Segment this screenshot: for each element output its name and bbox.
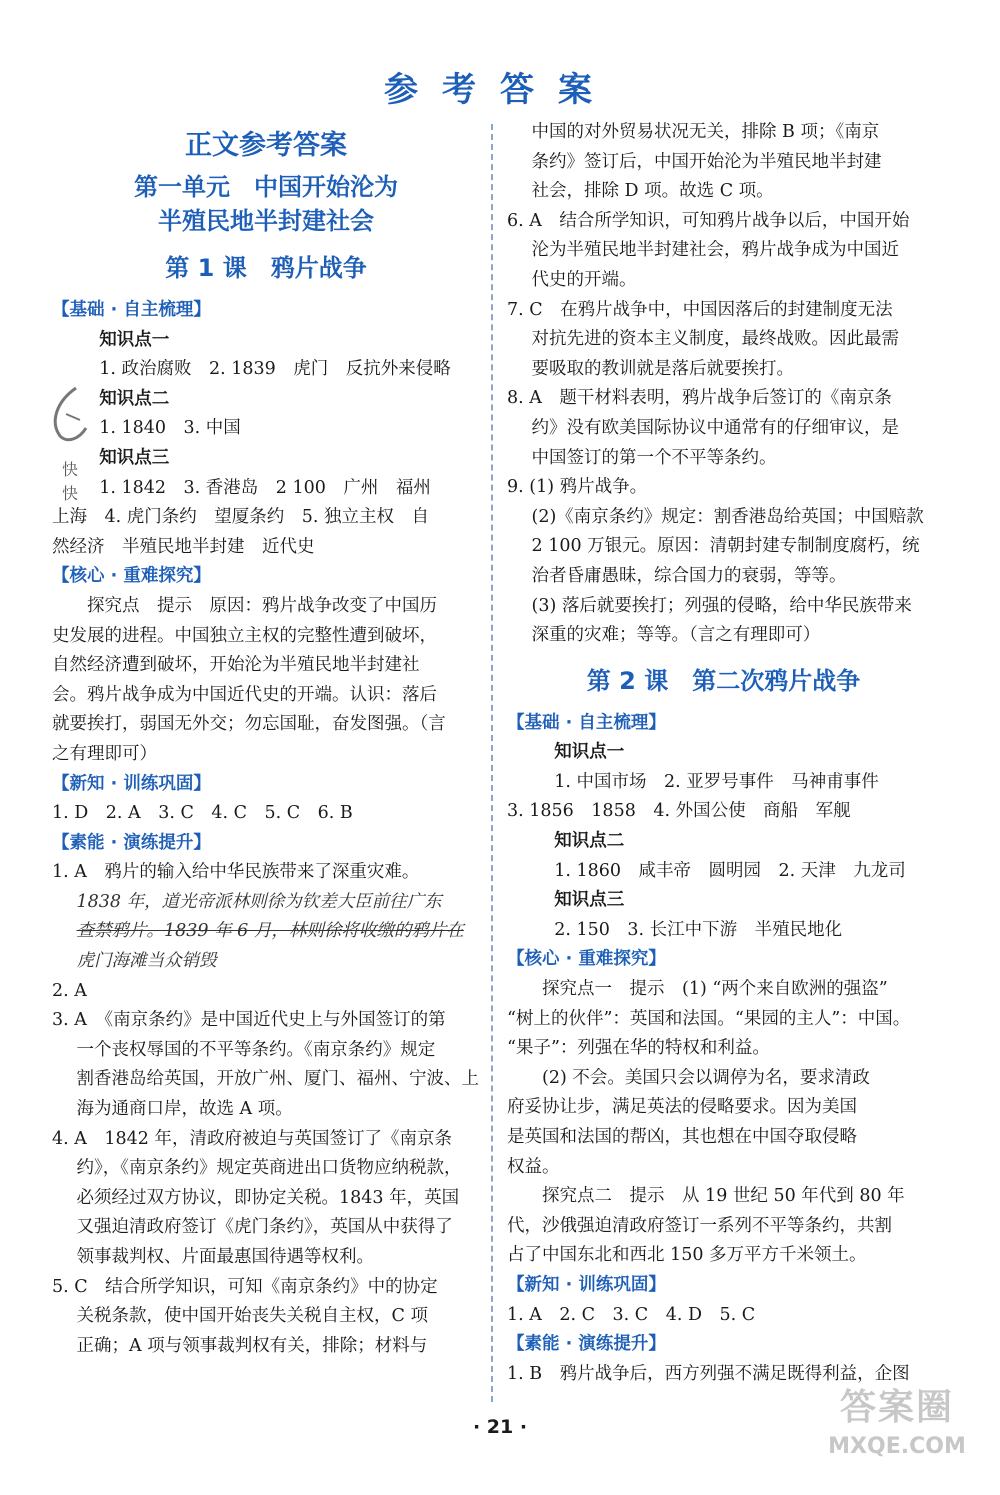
question-5-cont-line: 中国的对外贸易状况无关，排除 B 项；《南京 <box>531 122 880 142</box>
knowledge-point-3: 知识点三 <box>99 447 170 468</box>
kp1-answers-line2: 3. 1856 1858 4. 外国公使 商船 军舰 <box>507 801 851 822</box>
question-6-line: 6. A 结合所学知识，可知鸦片战争以后，中国开始 <box>507 210 910 231</box>
unit-title-line2: 半殖民地半封建社会 <box>158 207 374 235</box>
question-1-handwritten: 虎门海滩当众销毁 <box>76 951 217 972</box>
question-4-line: 必须经过双方协议，即协定关税。1843 年，英国 <box>76 1187 460 1208</box>
knowledge-point-3: 知识点三 <box>554 890 625 911</box>
skill-section-bar: 【素能 · 演练提升】 <box>52 832 211 853</box>
question-3-line: 海为通商口岸，故选 A 项。 <box>76 1099 293 1120</box>
section-title: 正文参考答案 <box>185 130 347 161</box>
question-5-cont-line: 社会，排除 D 项。故选 C 项。 <box>531 181 774 202</box>
explore-2-line: 探究点二 提示 从 19 世纪 50 年代到 80 年 <box>542 1186 905 1207</box>
margin-note: 快快 <box>62 460 79 503</box>
explore-line: 之有理即可） <box>52 743 157 764</box>
explore-line: 会。鸦片战争成为中国近代史的开端。认识：落后 <box>52 684 437 705</box>
new-knowledge-bar: 【新知 · 训练巩固】 <box>52 773 211 794</box>
question-7-line: 对抗先进的资本主义制度，最终战败。因此最需 <box>531 329 899 350</box>
left-column <box>52 118 480 1361</box>
explore-2-line: 占了中国东北和西北 150 多万平方千米领土。 <box>507 1245 867 1266</box>
explore-line: 就要挨打，弱国无外交；勿忘国耻，奋发图强。（言 <box>52 714 446 735</box>
question-3-line: 割香港岛给英国，开放广州、厦门、福州、宁波、上 <box>76 1069 479 1090</box>
explore-1-line: 探究点一 提示 (1) “两个来自欧洲的强盗” <box>542 979 888 1000</box>
column-divider <box>491 124 493 1402</box>
core-section-bar: 【核心 · 重难探究】 <box>507 949 666 970</box>
basic-section-bar: 【基础 · 自主梳理】 <box>52 300 211 320</box>
new-knowledge-answers: 1. D 2. A 3. C 4. C 5. C 6. B <box>52 803 353 824</box>
knowledge-point-1: 知识点一 <box>554 742 625 763</box>
explore-1-line: “果子”：列强在华的特权和利益。 <box>507 1038 770 1059</box>
page-title: 参考答案 <box>384 70 616 110</box>
lesson-2-title: 第 2 课 第二次鸦片战争 <box>586 666 861 695</box>
skill-section-bar: 【素能 · 演练提升】 <box>507 1334 666 1355</box>
question-3-line: 一个丧权辱国的不平等条约。《南京条约》规定 <box>76 1039 436 1060</box>
question-1-line: 1. A 鸦片的输入给中华民族带来了深重灾难。 <box>52 862 420 883</box>
lesson-title: 第 1 课 鸦片战争 <box>165 254 367 282</box>
question-7-line: 7. C 在鸦片战争中，中国因落后的封建制度无法 <box>507 299 893 320</box>
question-9-line: (2)《南京条约》规定：割香港岛给英国；中国赔款 <box>531 506 924 527</box>
question-3-line: 3. A 《南京条约》是中国近代史上与外国签订的第 <box>52 1010 446 1031</box>
watermark-logo: 答案圈 <box>839 1387 954 1428</box>
knowledge-point-1: 知识点一 <box>99 329 170 350</box>
question-5-line: 5. C 结合所学知识，可知《南京条约》中的协定 <box>52 1276 438 1297</box>
question-1-handwritten: 1838 年，道光帝派林则徐为钦差大臣前往广东 <box>76 891 442 912</box>
explore-1b-line: 权益。 <box>507 1156 560 1177</box>
question-1-handwritten: 查禁鸦片。1839 年 6 月，林则徐将收缴的鸦片在 <box>76 921 464 942</box>
question-1-line: 1. B 鸦片战争后，西方列强不满足既得利益，企图 <box>507 1363 910 1384</box>
watermark-url: MXQE.COM <box>828 1434 966 1459</box>
question-9-line: 治者昏庸愚昧，综合国力的衰弱，等等。 <box>531 565 847 586</box>
explore-line: 史发展的进程。中国独立主权的完整性遭到破坏， <box>52 625 437 646</box>
explore-1b-line: (2) 不会。美国只会以调停为名，要求清政 <box>542 1067 870 1088</box>
question-4-line: 领事裁判权、片面最惠国待遇等权利。 <box>76 1247 374 1267</box>
explore-line: 探究点 提示 原因：鸦片战争改变了中国历 <box>87 595 437 616</box>
question-9-line: 2 100 万银元。原因：清朝封建专制制度腐朽，统 <box>531 536 920 557</box>
kp2-answers: 1. 1860 咸丰帝 圆明园 2. 天津 九龙司 <box>554 860 906 881</box>
unit-title-line1: 第一单元 中国开始沦为 <box>134 173 398 201</box>
question-6-line: 代史的开端。 <box>531 269 637 290</box>
explore-1b-line: 府妥协让步，满足英法的侵略要求。因为美国 <box>507 1097 857 1118</box>
new-knowledge-answers: 1. A 2. C 3. C 4. D 5. C <box>507 1304 756 1325</box>
explore-1-line: “树上的伙伴”：英国和法国。“果园的主人”：中国。 <box>507 1008 911 1029</box>
question-9-line: (3) 落后就要挨打；列强的侵略，给中华民族带来 <box>531 595 912 616</box>
basic-section-bar: 【基础 · 自主梳理】 <box>507 712 666 733</box>
knowledge-point-2: 知识点二 <box>99 388 170 409</box>
question-9-line: 深重的灾难；等等。（言之有理即可） <box>531 625 821 646</box>
question-8-line: 约》没有欧美国际协议中通常有的仔细审议，是 <box>531 417 899 438</box>
core-section-bar: 【核心 · 重难探究】 <box>52 566 211 587</box>
question-5-line: 关税条款，使中国开始丧失关税自主权，C 项 <box>76 1306 428 1327</box>
question-8-line: 8. A 题干材料表明，鸦片战争后签订的《南京条 <box>507 388 892 409</box>
new-knowledge-bar: 【新知 · 训练巩固】 <box>507 1274 666 1295</box>
kp2-answers: 1. 1840 3. 中国 <box>99 418 241 439</box>
explore-2-line: 代，沙俄强迫清政府签订一系列不平等条约，共割 <box>507 1215 892 1236</box>
right-column <box>507 118 940 1389</box>
page-number: · 21 · <box>472 1416 528 1438</box>
question-4-line: 又强迫清政府签订《虎门条约》，英国从中获得了 <box>76 1217 453 1238</box>
kp1-answers: 1. 政治腐败 2. 1839 虎门 反抗外来侵略 <box>99 359 451 380</box>
kp3-answers-line1: 1. 1842 3. 香港岛 2 100 广州 福州 <box>99 477 431 498</box>
explore-1b-line: 是英国和法国的帮凶，其也想在中国夺取侵略 <box>507 1127 857 1147</box>
question-7-line: 要吸取的教训就是落后就要挨打。 <box>531 358 794 379</box>
explore-line: 自然经济遭到破坏，开始沦为半殖民地半封建社 <box>52 655 420 676</box>
kp3-answers-line2: 上海 4. 虎门条约 望厦条约 5. 独立主权 自 <box>52 507 430 528</box>
watermark <box>812 1384 982 1484</box>
question-4-line: 4. A 1842 年，清政府被迫与英国签订了《南京条 <box>52 1128 452 1149</box>
question-4-line: 约》，《南京条约》规定英商进出口货物应纳税款， <box>76 1158 462 1179</box>
kp3-answers: 2. 150 3. 长江中下游 半殖民地化 <box>554 919 843 940</box>
kp3-answers-line3: 然经济 半殖民地半封建 近代史 <box>52 536 315 557</box>
knowledge-point-2: 知识点二 <box>554 831 625 852</box>
question-6-line: 沦为半殖民地半封建社会，鸦片战争成为中国近 <box>531 240 899 261</box>
question-8-line: 中国签订的第一个不平等条约。 <box>531 447 777 468</box>
question-5-cont-line: 条约》签订后，中国开始沦为半殖民地半封建 <box>531 151 882 172</box>
question-9-line: 9. (1) 鸦片战争。 <box>507 477 648 498</box>
kp1-answers-line1: 1. 中国市场 2. 亚罗号事件 马神甫事件 <box>554 771 879 792</box>
question-2-line: 2. A <box>52 980 87 1001</box>
question-5-line: 正确；A 项与领事裁判权有关，排除；材料与 <box>76 1335 428 1356</box>
